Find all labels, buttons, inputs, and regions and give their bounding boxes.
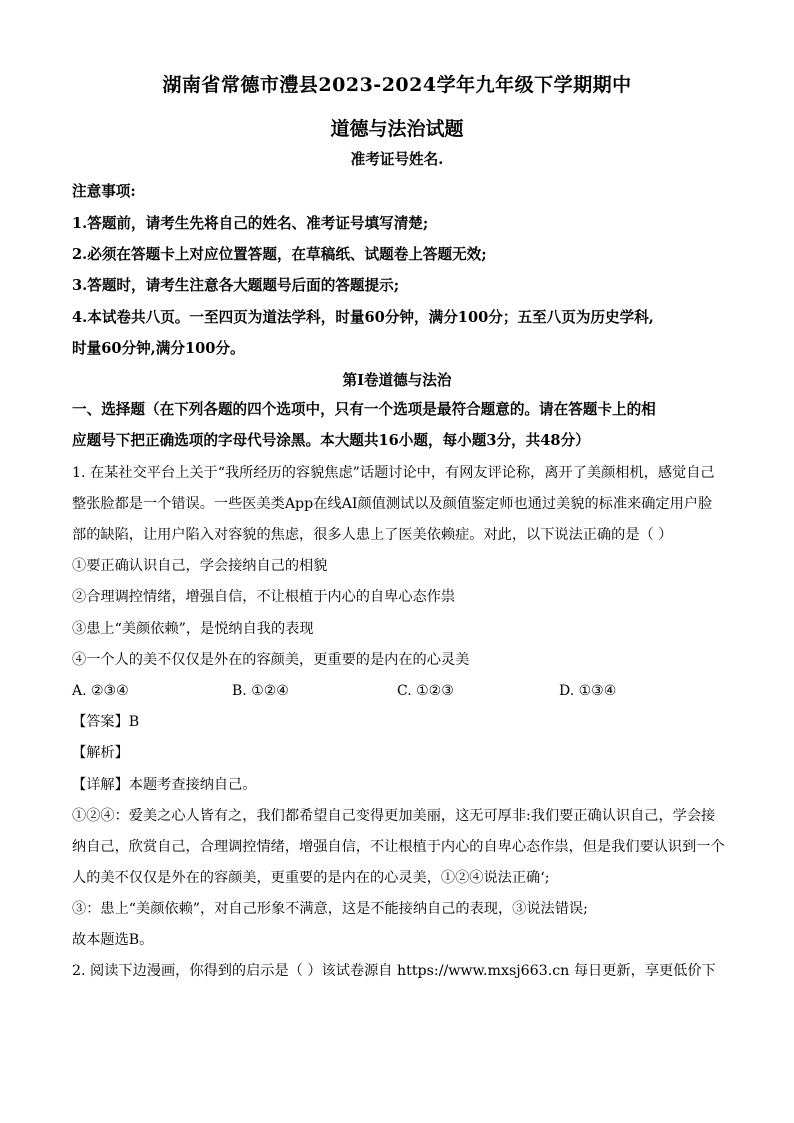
question-1-statement: ④一个人的美不仅仅是外在的容颜美，更重要的是内在的心灵美: [72, 652, 470, 668]
option-a: A. ②③④: [72, 683, 129, 699]
notice-item: 2.必须在答题卡上对应位置答题，在草稿纸、试题卷上答题无效;: [72, 246, 487, 263]
exam-subtitle: 道德与法治试题: [330, 118, 464, 140]
explanation-line: ①②④：爱美之心人皆有之，我们都希望自己变得更加美丽，这无可厚非:我们要正确认识自己，学会接: [72, 808, 716, 824]
section-instructions-line-2: 应题号下把正确选项的字母代号涂黑。本大题共16小题，每小题3分，共48分）: [72, 432, 590, 449]
question-1-stem: 整张脸都是一个错误。一些医美类App在线AI颜值测试以及颜值鉴定师也通过美貌的标准来确定用户脸: [72, 496, 713, 512]
answer-label: 【答案】B: [72, 714, 140, 730]
question-1-stem: 部的缺陷，让用户陷入对容貌的焦虑，很多人患上了医美依赖症。对此，以下说法正确的是（ ）: [72, 527, 673, 543]
part-title: 第I卷道德与法治: [342, 372, 452, 389]
option-c: C. ①②③: [397, 683, 454, 699]
notice-heading: 注意事项:: [72, 183, 136, 200]
exam-title: 湖南省常德市澧县2023-2024学年九年级下学期期中: [162, 74, 632, 96]
question-1-statement: ①要正确认识自己，学会接纳自己的相貌: [72, 558, 328, 574]
explanation-line: 故本题选B。: [72, 932, 154, 948]
candidate-info: 准考证号姓名.: [350, 151, 444, 168]
notice-item: 3.答题时，请考生注意各大题题号后面的答题提示;: [72, 277, 400, 294]
explanation-line: 纳自己，欣赏自己，合理调控情绪，增强自信，不让根植于内心的自卑心态作祟，但是我们要认识到一个: [72, 839, 725, 855]
option-d: D. ①③④: [559, 683, 617, 699]
question-2-stem: 2. 阅读下边漫画，你得到的启示是（ ）该试卷源自 https://www.mxsj663.cn 每日更新，享更低价下: [72, 963, 716, 979]
detail-label: 【详解】本题考查接纳自己。: [72, 777, 257, 793]
notice-item: 4.本试卷共八页。一至四页为道法学科，时量60分钟，满分100分；五至八页为历史学科,: [72, 309, 654, 326]
question-1-stem: 1. 在某社交平台上关于“我所经历的容貌焦虑”话题讨论中，有网友评论称，离开了美颜相机，感觉自己: [72, 465, 715, 481]
notice-item: 时量60分钟,满分100分。: [72, 340, 245, 357]
section-instructions-line-1: 一、选择题（在下列各题的四个选项中，只有一个选项是最符合题意的。请在答题卡上的相: [72, 401, 656, 418]
notice-item: 1.答题前，请考生先将自己的姓名、准考证号填写清楚;: [72, 215, 429, 232]
option-b: B. ①②④: [232, 683, 289, 699]
question-1-options: [72, 681, 732, 701]
explanation-line: 人的美不仅仅是外在的容颜美，更重要的是内在的心灵美，①②④说法正确‘;: [72, 870, 550, 886]
analysis-label: 【解析】: [72, 745, 129, 761]
question-1-statement: ②合理调控情绪，增强自信，不让根植于内心的自卑心态作祟: [72, 589, 456, 605]
question-1-statement: ③患上“美颜依赖”，是悦纳自我的表现: [72, 621, 314, 637]
explanation-line: ③：患上“美颜依赖”，对自己形象不满意，这是不能接纳自己的表现，③说法错误;: [72, 901, 588, 917]
